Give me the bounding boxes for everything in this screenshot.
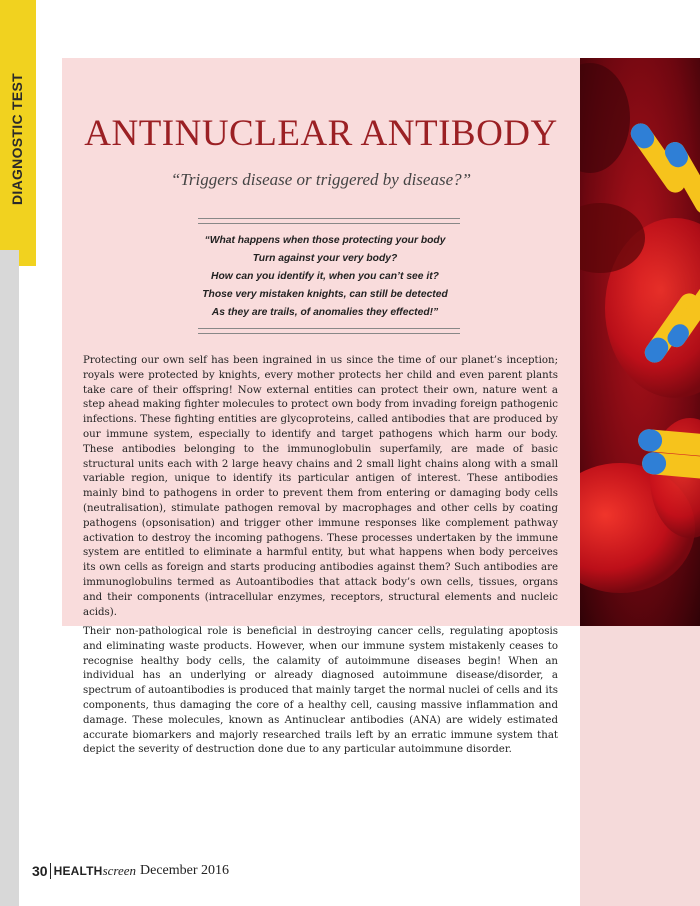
pull-quote-line: Those very mistaken knights, can still be detected: [202, 289, 448, 300]
body-paragraph-second: Their non-pathological role is beneficial in destroying cancer cells, regulating apoptosis and eliminating waste products. However, when our immune system mistakenly ceases to recognise healthy body cells, the calamity of autoimmune diseases begin! When an individual has an underlying or already diagnosed autoimmune disease/disorder, a spectrum of autoantibodies is produced that mainly target the normal nuclei of cells and its components, thus damaging the core of a healthy cell, causing massive inflammation and damage. These molecules, known as Antinuclear antibodies (ANA) are widely estimated accurate biomarkers and majorly researched trails left by an erratic immune system that depict the severity of destruction done due to any particular autoimmune disorder.: [83, 626, 558, 756]
issue-date: December 2016: [140, 863, 230, 878]
pull-quote-line: How can you identify it, when you can’t see it?: [211, 271, 439, 282]
page-number: 30: [32, 863, 48, 879]
pull-quote-line: As they are trails, of anomalies they effected!”: [211, 307, 439, 318]
footer-separator: [50, 863, 51, 879]
page-footer: [32, 862, 229, 880]
side-tab-notch: [19, 250, 36, 266]
strip-top-margin: [580, 0, 700, 58]
divider-rule-top-2: [198, 223, 460, 224]
blood-cells-antibody-image: [580, 58, 700, 626]
magazine-name-script: screen: [102, 863, 137, 878]
decorative-image-strip: [580, 0, 700, 906]
side-tab-gray: [0, 250, 19, 906]
divider-rule-top-1: [198, 218, 460, 219]
pull-quote-line: “What happens when those protecting your body: [204, 235, 446, 246]
article-title: ANTINUCLEAR ANTIBODY: [84, 113, 558, 154]
magazine-name-bold: HEALTH: [53, 864, 103, 878]
divider-rule-bottom-1: [198, 328, 460, 329]
pull-quote-line: Turn against your very body?: [252, 253, 398, 264]
body-paragraph-intro: Protecting our own self has been ingrained in us since the time of our planet’s inception; royals were protected by knights, every mother protects her child and even parent plants take care of their offspring! Now external entities can protect their own, nature went a step ahead making fighter molecules to protect own body from invading foreign pathogenic infections. These fighting entities are glycoproteins, called antibodies that are produced by our immune system, especially to identify and target pathogens which harm our body. These antibodies belonging to the immunoglobulin superfamily, are made of basic structural units each with 2 large heavy chains and 2 small light chains along with a small variable region, unique to identify its particular antigen of interest. These antibodies mainly bind to pathogens in order to prevent them from entering or damaging body cells (neutralisation), stimulate pathogen removal by macrophages and other cells by coating pathogens (opsonisation) and trigger other immune responses like complement pathway activation to destroy the incoming pathogens. These processes undertaken by the immune system are entitled to eliminate a harmful entity, but what happens when body perceives its own cells as foreign and starts producing antibodies against them? Such antibodies are immunoglobulins termed as Autoantibodies that attack body’s own cells, tissues, organs and their components (intracellular enzymes, receptors, structural elements and nucleic acids).: [83, 355, 558, 618]
divider-rule-bottom-2: [198, 333, 460, 334]
article-subtitle: “Triggers disease or triggered by disease?”: [170, 170, 472, 189]
section-label: DIAGNOSTIC TEST: [9, 72, 25, 206]
pull-quote: [150, 232, 500, 322]
